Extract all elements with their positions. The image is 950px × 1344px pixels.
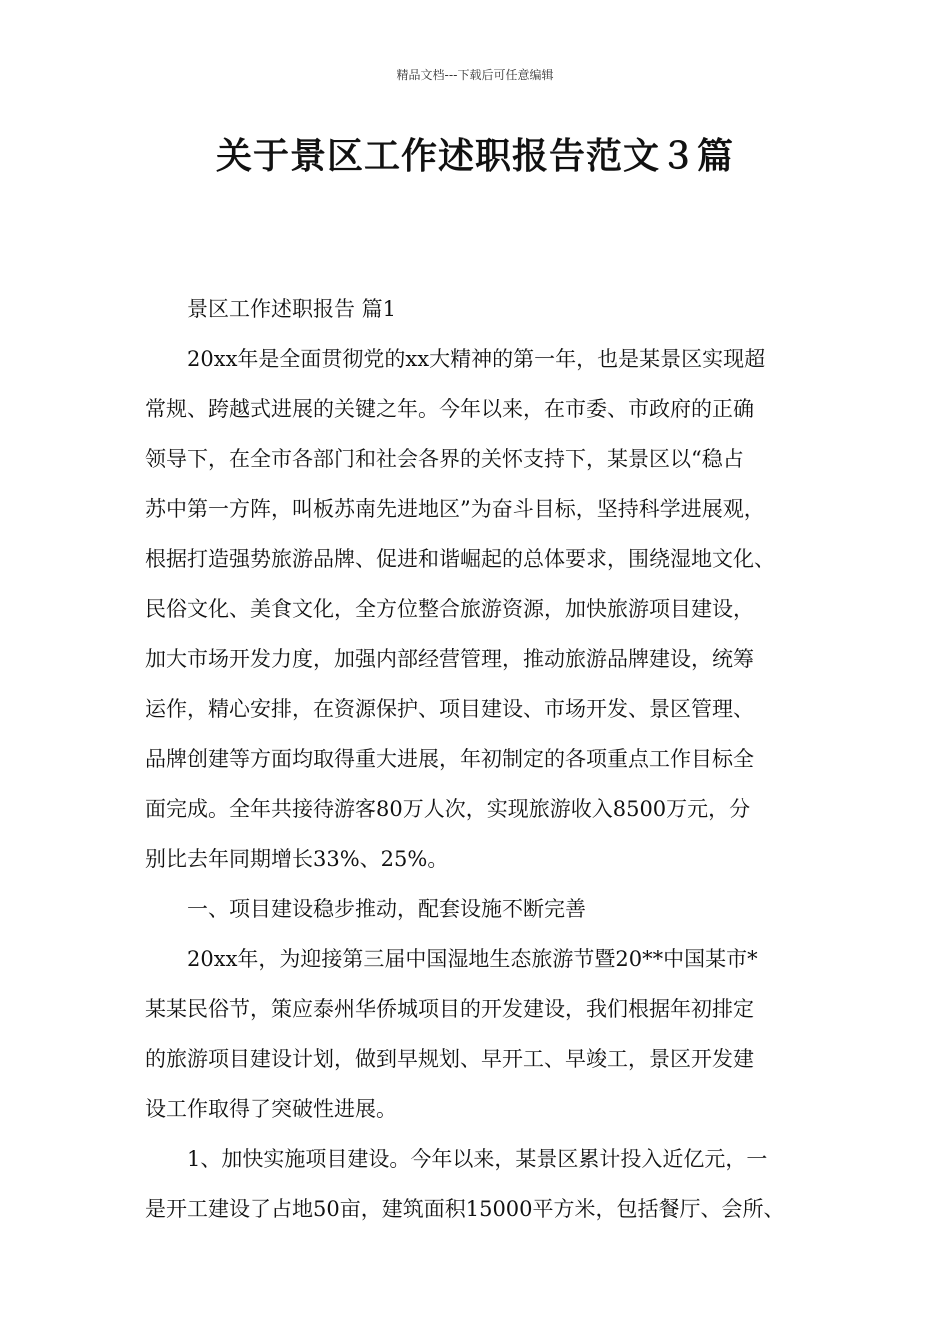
document-body <box>145 284 830 1234</box>
paragraph-line: 别比去年同期增长33%、25%。 <box>145 847 449 871</box>
paragraph-line: 根据打造强势旅游品牌、促进和谐崛起的总体要求，围绕湿地文化、 <box>145 547 775 571</box>
paragraph-line: 领导下，在全市各部门和社会各界的关怀支持下，某景区以“稳占 <box>145 447 744 471</box>
paragraph-line: 的旅游项目建设计划，做到早规划、早开工、早竣工，景区开发建 <box>145 1047 754 1071</box>
paragraph-line: 20xx年是全面贯彻党的xx大精神的第一年，也是某景区实现超 <box>187 347 766 371</box>
paragraph-line: 运作，精心安排，在资源保护、项目建设、市场开发、景区管理、 <box>145 697 754 721</box>
paragraph-line: 是开工建设了占地50亩，建筑面积15000平方米，包括餐厅、会所、 <box>145 1197 785 1221</box>
document-title: 关于景区工作述职报告范文３篇 <box>215 136 734 177</box>
paragraph-line: 1、加快实施项目建设。今年以来，某景区累计投入近亿元，一 <box>187 1147 768 1171</box>
header-note: 精品文档---下载后可任意编辑 <box>396 68 554 82</box>
paragraph-line: 苏中第一方阵，叫板苏南先进地区”为奋斗目标，坚持科学进展观， <box>145 497 765 521</box>
paragraph-line: 20xx年，为迎接第三届中国湿地生态旅游节暨20**中国某市* <box>187 947 758 971</box>
subsection-heading: 一、项目建设稳步推动，配套设施不断完善 <box>187 897 586 921</box>
paragraph-line: 面完成。全年共接待游客80万人次，实现旅游收入8500万元，分 <box>145 797 751 821</box>
paragraph-line: 加大市场开发力度，加强内部经营管理，推动旅游品牌建设，统筹 <box>145 647 754 671</box>
paragraph-line: 设工作取得了突破性进展。 <box>145 1097 397 1121</box>
section-heading: 景区工作述职报告 篇1 <box>187 297 397 321</box>
paragraph-line: 民俗文化、美食文化，全方位整合旅游资源，加快旅游项目建设， <box>145 597 754 621</box>
paragraph-line: 某某民俗节，策应泰州华侨城项目的开发建设，我们根据年初排定 <box>145 997 754 1021</box>
paragraph-line: 常规、跨越式进展的关键之年。今年以来，在市委、市政府的正确 <box>145 397 754 421</box>
paragraph-line: 品牌创建等方面均取得重大进展，年初制定的各项重点工作目标全 <box>145 747 754 771</box>
